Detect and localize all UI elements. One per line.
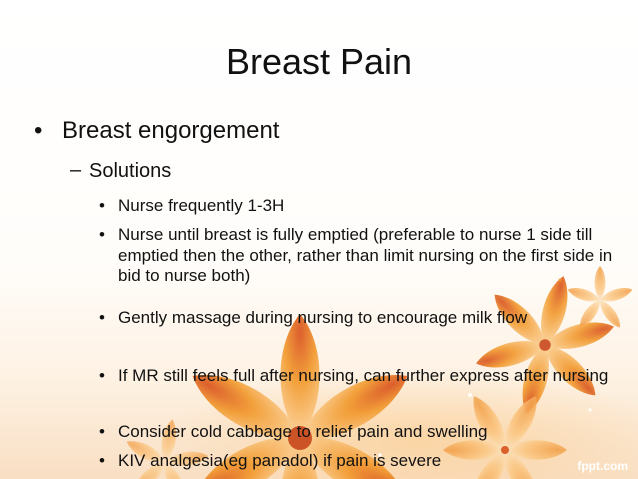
watermark: fppt.com [577,459,628,473]
bullet-icon: • [99,451,105,470]
dash-icon: – [70,159,82,181]
bullet-icon: • [99,225,105,244]
bullet-icon: • [99,196,105,215]
list-item-text: KIV analgesia(eg panadol) if pain is severe [118,451,442,470]
bullet-icon: • [99,366,105,385]
list-item-text: Gently massage during nursing to encourage milk flow [118,308,528,327]
slide-title: Breast Pain [225,41,413,82]
bullet-icon: • [99,308,105,327]
list-item-text: If MR still feels full after nursing, can further express after nursing [118,366,609,385]
list-item-text: Consider cold cabbage to relief pain and swelling [118,422,488,441]
bullet-level1-text: Breast engorgement [62,117,280,144]
list-item-text: Nurse frequently 1-3H [118,196,285,215]
bullet-level2-text: Solutions [89,160,172,182]
bullet-icon: • [99,422,105,441]
bullet-icon: • [34,117,43,144]
list-item-text: Nurse until breast is fully emptied (preferable to nurse 1 side till emptied then the other, rather than limit nursing on the first side in bid to nurse both) [118,225,613,285]
